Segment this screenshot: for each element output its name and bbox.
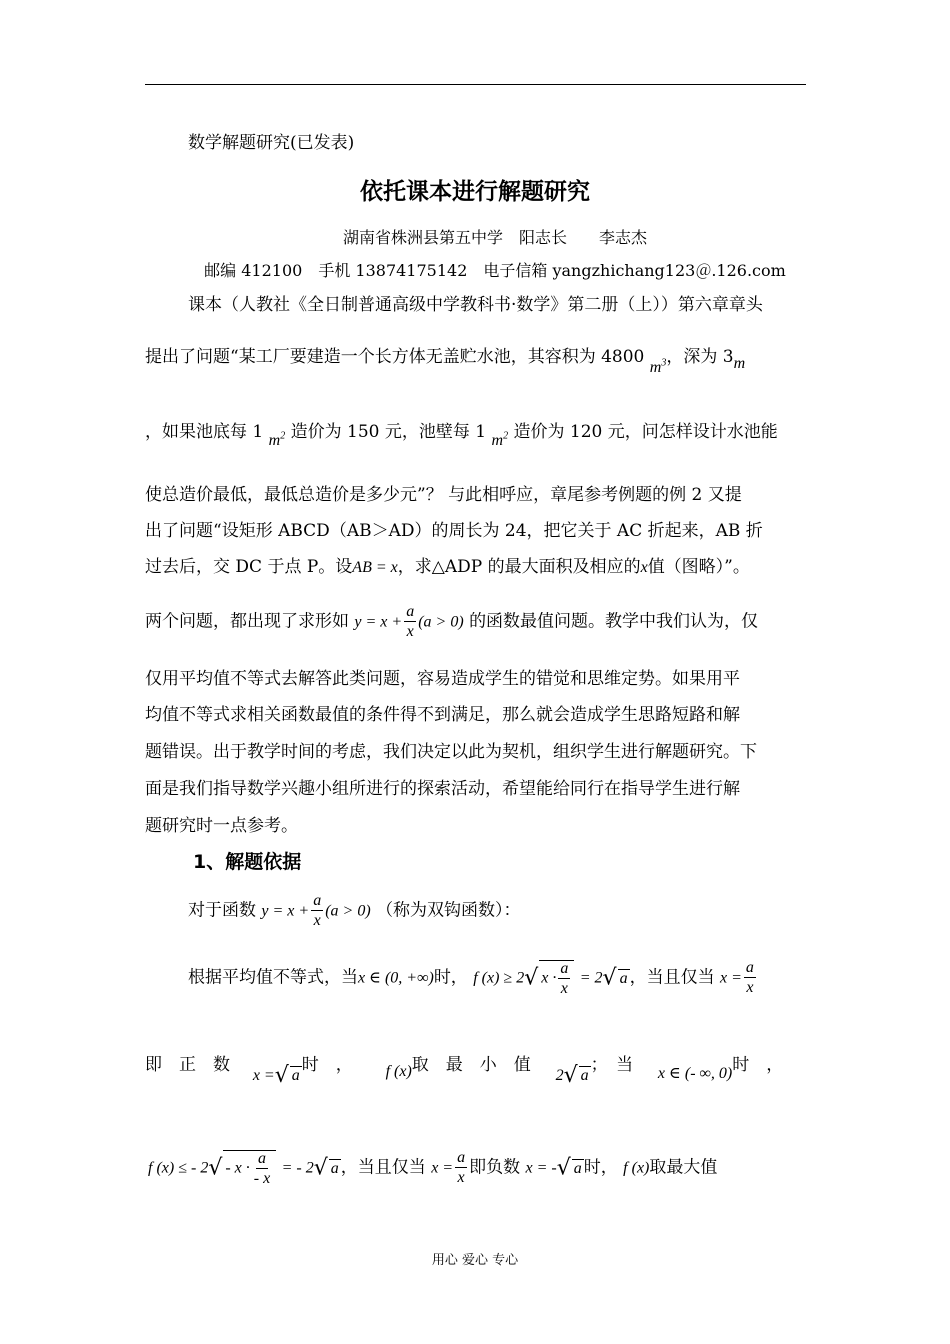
- p2-line5: 面是我们指导数学兴趣小组所进行的探索活动，希望能给同行在指导学生进行解: [145, 779, 740, 799]
- p2-line6: 题研究时一点参考。: [145, 816, 298, 836]
- header-tag: 数学解题研究(已发表): [188, 133, 355, 153]
- fraction: $\frac{a}{x}$: [745, 959, 754, 997]
- square-root: x · $\frac{a}{x}$: [539, 960, 574, 997]
- fraction: $\frac{a}{x}$: [406, 603, 415, 640]
- page-footer: 用心 爱心 专心: [431, 1253, 519, 1268]
- header-rule: [145, 84, 806, 85]
- fraction: $\frac{a}{x}$: [457, 1149, 466, 1187]
- p2-line3: 均值不等式求相关函数最值的条件得不到满足，那么就会造成学生思路短路和解: [145, 705, 740, 725]
- s1-line4: f (x) ≤ - 2√ - x · $\frac{a}{- x}$ = - 2√ a ，当且仅当 x = $\frac{a}{x}$ 即负数 x = -√ a 时， f (x)取最大值: [148, 1149, 718, 1187]
- square-root: - x · $\frac{a}{- x}$: [223, 1150, 276, 1187]
- p1-line2: 提出了问题“某工厂要建造一个长方体无盖贮水池，其容积为 4800 $m^3$，深为 3m: [145, 347, 746, 376]
- s1-line3: 即 正 数 x =√ a时 ， f (x)取 最 小 值 2√ a； 当 x ∈ (- ∞, 0)时 ，: [145, 1055, 784, 1088]
- s1-line1: 对于函数 y = x + $\frac{a}{x}$ (a > 0) （称为双钩函数）：: [188, 892, 521, 929]
- p2-line1: 两个问题，都出现了求形如 y = x + $\frac{a}{x}$ (a > 0) 的函数最值问题。教学中我们认为，仅: [145, 603, 759, 640]
- author-line: 湖南省株洲县第五中学 阳志长 李志杰: [342, 228, 647, 247]
- article-title: 依托课本进行解题研究: [360, 179, 590, 205]
- p2-line4: 题错误。出于教学时间的考虑，我们决定以此为契机，组织学生进行解题研究。下: [145, 742, 757, 762]
- contact-line: 邮编 412100 手机 13874175142 电子信箱 yangzhichang123＠.126.com: [204, 261, 786, 280]
- p2-line2: 仅用平均值不等式去解答此类问题，容易造成学生的错觉和思维定势。如果用平: [145, 669, 740, 689]
- p1-line5: 出了问题“设矩形 ABCD（AB＞AD）的周长为 24，把它关于 AC 折起来，AB 折: [145, 521, 763, 541]
- p1-line3: ，如果池底每 1 $m^2$ 造价为 150 元，池壁每 1 $m^2$ 造价为 120 元，问怎样设计水池能: [145, 422, 778, 449]
- s1-line2: 根据平均值不等式，当x ∈ (0, +∞)时， f (x) ≥ 2√ x · $\frac{a}{x}$ = 2√ a ，当且仅当 x = $\frac{a}{x}$: [188, 959, 754, 997]
- fraction: $\frac{a}{x}$: [313, 892, 322, 929]
- p1-line6: 过去后，交 DC 于点 P。设AB = x，求△ADP 的最大面积及相应的x值（图略）”。: [145, 557, 750, 577]
- p1-line4: 使总造价最低，最低总造价是多少元”？ 与此相呼应，章尾参考例题的例 2 又提: [145, 485, 742, 505]
- p1-line1: 课本（人教社《全日制普通高级中学教科书·数学》第二册（上））第六章章头: [188, 295, 763, 315]
- section-heading: 1、解题依据: [193, 851, 302, 873]
